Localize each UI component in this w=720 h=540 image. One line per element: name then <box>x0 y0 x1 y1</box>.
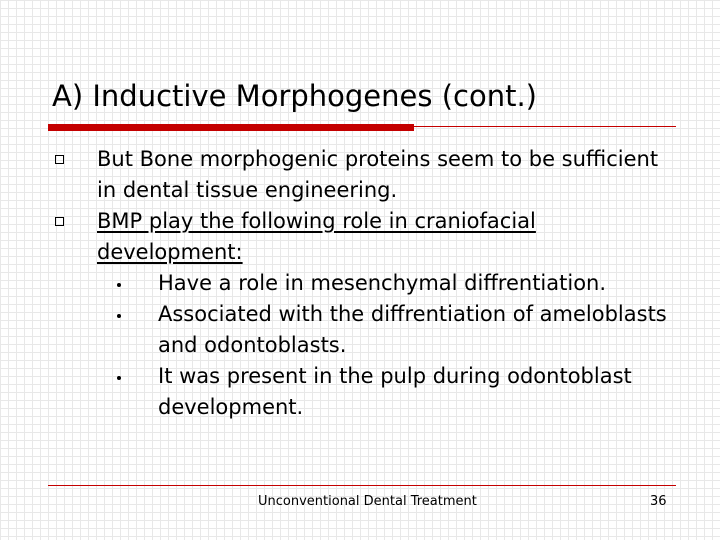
bullet-text: BMP play the following role in craniofacial development: <box>97 209 536 264</box>
footer-divider <box>48 485 676 486</box>
slide-title: A) Inductive Morphogenes (cont.) <box>52 79 537 113</box>
bullet-item <box>52 144 672 206</box>
dot-bullet-icon <box>117 283 121 287</box>
hollow-square-bullet-icon <box>55 155 64 164</box>
sub-bullet-text: Associated with the diffrentiation of ameloblasts and odontoblasts. <box>158 302 667 357</box>
title-underline-thick <box>48 124 414 131</box>
dot-bullet-icon <box>117 314 121 318</box>
sub-bullet-item <box>52 299 672 361</box>
page-number: 36 <box>650 494 667 509</box>
hollow-square-bullet-icon <box>55 217 64 226</box>
sub-bullet-text: It was present in the pulp during odontoblast development. <box>158 364 632 419</box>
dot-bullet-icon <box>117 376 121 380</box>
footer-text: Unconventional Dental Treatment <box>258 494 477 509</box>
sub-bullet-item <box>52 268 672 299</box>
bullet-text: But Bone morphogenic proteins seem to be sufficient in dental tissue engineering. <box>97 147 659 202</box>
slide-body <box>52 144 672 423</box>
sub-bullet-text: Have a role in mesenchymal diffrentiation. <box>158 271 607 295</box>
sub-bullet-item <box>52 361 672 423</box>
bullet-item <box>52 206 672 268</box>
title-underline-thin <box>414 126 676 127</box>
